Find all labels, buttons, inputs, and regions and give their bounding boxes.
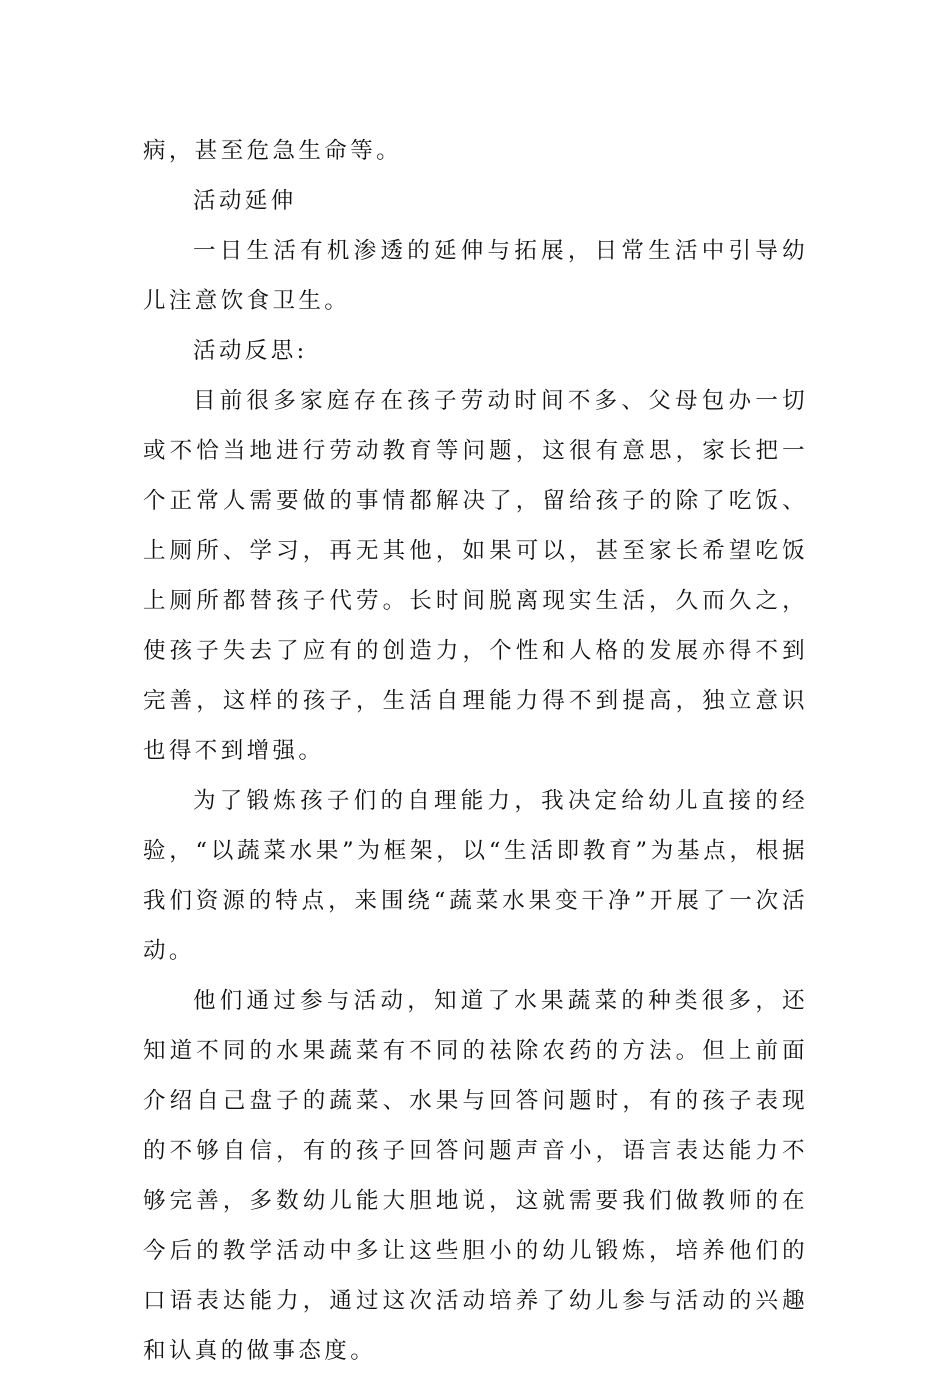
paragraph-reflection-2: 为了锻炼孩子们的自理能力，我决定给幼儿直接的经验，“以蔬菜水果”为框架，以“生活即教育”为基点，根据我们资源的特点，来围绕“蔬菜水果变干净”开展了一次活动。 — [143, 788, 808, 964]
document-body — [143, 126, 808, 1376]
paragraph-reflection-3: 他们通过参与活动，知道了水果蔬菜的种类很多，还知道不同的水果蔬菜有不同的祛除农药的方法。但上前面介绍自己盘子的蔬菜、水果与回答问题时，有的孩子表现的不够自信，有的孩子回答问题声音小，语言表达能力不够完善，多数幼儿能大胆地说，这就需要我们做教师的在今后的教学活动中多让这些胆小的幼儿锻炼，培养他们的口语表达能力，通过这次活动培养了幼儿参与活动的兴趣和认真的做事态度。 — [143, 988, 808, 1364]
paragraph-continuation: 病，甚至危急生命等。 — [143, 138, 403, 164]
section-heading-activity-extension: 活动延伸 — [193, 188, 297, 214]
paragraph-extension-body: 一日生活有机渗透的延伸与拓展，日常生活中引导幼儿注意饮食卫生。 — [143, 238, 808, 314]
paragraph-reflection-1: 目前很多家庭存在孩子劳动时间不多、父母包办一切或不恰当地进行劳动教育等问题，这很有意思，家长把一个正常人需要做的事情都解决了，留给孩子的除了吃饭、上厕所、学习，再无其他，如果可以，甚至家长希望吃饭上厕所都替孩子代劳。长时间脱离现实生活，久而久之，使孩子失去了应有的创造力，个性和人格的发展亦得不到完善，这样的孩子，生活自理能力得不到提高，独立意识也得不到增强。 — [143, 388, 808, 764]
section-heading-activity-reflection: 活动反思: — [193, 338, 308, 364]
